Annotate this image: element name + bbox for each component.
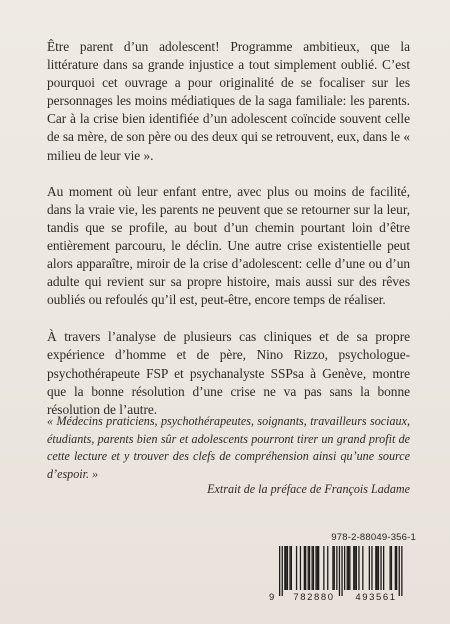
barcode-lead-digit: 9	[269, 592, 275, 602]
barcode-graphic	[266, 546, 416, 602]
barcode-bar	[362, 546, 363, 590]
barcode-bar	[371, 546, 372, 590]
barcode-bar	[377, 546, 378, 590]
paragraph-1: Être parent d’un adolescent! Programme ambitieux, que la littérature dans sa grande injustice a tout simplement oublié. C’est pourquoi cet ouvrage a pour originalité de se focaliser sur les personnages les moins médiatiques de la saga familiale: les parents. Car à la crise bien identifiée d’un adolescent coïncide souvent celle de sa mère, de son père ou des deux qui se retrouvent, eux, dans le « milieu de leur vie ».	[47, 39, 410, 163]
barcode-bar	[348, 546, 349, 590]
barcode-bar	[305, 546, 306, 590]
barcode-bar	[282, 546, 283, 596]
barcode-bar	[317, 546, 318, 590]
review-quote: « Médecins praticiens, psychothérapeutes, soignants, travailleurs sociaux, étudiants, parents bien sûr et adolescents pourront tirer un grand profit de cette lecture et y trouver des clefs de compréhension ainsi qu’une source d’espoir. »	[47, 414, 410, 481]
barcode-bar	[378, 546, 379, 590]
barcode-bar	[369, 546, 370, 590]
barcode-bar	[318, 546, 319, 590]
barcode-bar	[304, 546, 305, 590]
barcode-bar	[323, 546, 324, 590]
barcode-bar	[279, 546, 280, 596]
barcode-bar	[287, 546, 288, 590]
barcode-bar	[286, 546, 287, 590]
barcode-bar	[296, 546, 297, 590]
barcode-bar	[380, 546, 381, 590]
description	[47, 38, 410, 419]
barcode-bar	[375, 546, 376, 590]
barcode-bar	[353, 546, 354, 590]
barcode-bar	[395, 546, 396, 590]
barcode-bar	[356, 546, 357, 590]
quote-attribution: Extrait de la préface de François Ladame	[207, 482, 410, 496]
barcode	[266, 546, 416, 602]
barcode-left-digits: 782880	[293, 592, 335, 602]
barcode-bar	[291, 546, 292, 590]
barcode-bar	[358, 546, 359, 590]
barcode-bar	[390, 546, 391, 590]
barcode-bar	[334, 546, 335, 590]
barcode-bar	[391, 546, 392, 590]
barcode-bar	[309, 546, 310, 590]
barcode-bar	[396, 546, 397, 590]
barcode-bar	[308, 546, 309, 590]
barcode-bar	[339, 546, 340, 596]
barcode-bar	[349, 546, 350, 590]
isbn-number: 978-2-88049-356-1	[331, 532, 416, 543]
barcode-bar	[300, 546, 301, 590]
barcode-bar	[312, 546, 313, 590]
paragraph-3: À travers l’analyse de plusieurs cas cliniques et de sa propre expérience d’homme et de père, Nino Rizzo, psychologue-psychothérapeute FSP et psychanalyste SSPsa à Genève, montre que la bonne résolution d’une crise ne va pas sans la bonne résolution de l’autre.	[47, 329, 410, 417]
barcode-bar	[354, 546, 355, 590]
barcode-bar	[289, 546, 290, 590]
barcode-bar	[336, 546, 337, 590]
barcode-bar	[347, 546, 348, 590]
barcode-right-digits: 493561	[355, 592, 397, 602]
paragraph-2: Au moment où leur enfant entre, avec plus ou moins de facilité, dans la vraie vie, les parents ne peuvent que se retourner sur la leur, tandis que se profile, au bout d’un chemin pourtant loin d’être entièrement parcouru, le déclin. Une autre crise existentielle peut alors apparaître, miroir de la crise d’adolescent: celle d’une ou d’un adulte qui revient sur sa propre histoire, mais aussi sur des rêves oubliés ou refoulés qu’il est, peut-être, encore temps de réaliser.	[47, 183, 410, 308]
barcode-bar	[401, 546, 402, 596]
barcode-bar	[327, 546, 328, 590]
barcode-bar	[332, 546, 333, 590]
barcode-bar	[383, 546, 384, 590]
barcode-bar	[284, 546, 285, 590]
barcode-bar	[399, 546, 400, 596]
barcode-bar	[341, 546, 342, 596]
barcode-bar	[315, 546, 316, 590]
barcode-bar	[344, 546, 345, 590]
barcode-bar	[313, 546, 314, 590]
